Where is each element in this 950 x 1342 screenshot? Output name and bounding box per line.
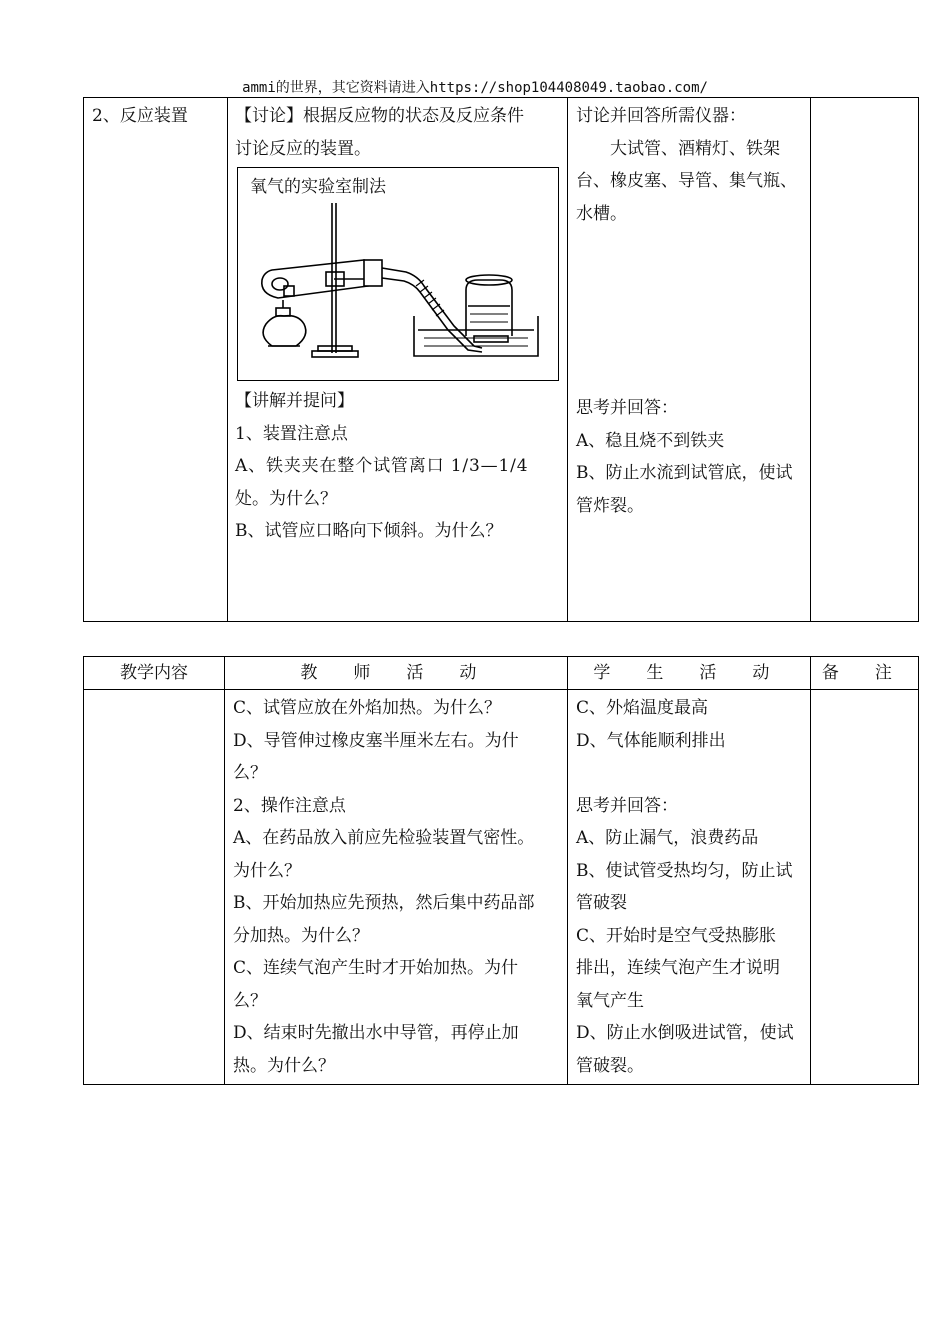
student-line: 思考并回答： [576,795,678,816]
student-activity-cell [568,98,811,622]
lesson-table-1 [83,97,919,622]
student-line: 思考并回答： [576,398,678,418]
teacher-line: A、在药品放入前应先检验装置气密性。 [233,828,535,848]
teacher-line: D、导管伸过橡皮塞半厘米左右。为什 [233,730,519,751]
student-line: C、开始时是空气受热膨胀 [576,925,777,946]
teacher-line: B、开始加热应先预热，然后集中药品部 [233,893,535,913]
student-line: 管炸裂。 [576,495,644,516]
page-header-watermark: ammi的世界，其它资料请进入https://shop104408049.taobao.com/ [242,80,708,96]
student-line: 讨论并回答所需仪器： [576,106,746,126]
diagram-title: 氧气的实验室制法 [250,177,386,197]
teacher-line: C、试管应放在外焰加热。为什么？ [233,698,502,718]
student-line: 管破裂 [576,893,627,913]
teacher-line: 么？ [233,763,267,783]
student-line: 大试管、酒精灯、铁架 [610,138,780,159]
student-line: A、稳且烧不到铁夹 [576,430,725,451]
header-teacher: 教 师 活 动 [225,657,568,690]
student-line: 排出，连续气泡产生才说明 [576,958,780,978]
teacher-line: 么？ [233,990,267,1011]
teacher-line: 【讲解并提问】 [235,391,354,411]
discussion-line-2: 讨论反应的装置。 [235,138,371,159]
student-line: D、气体能顺利排出 [576,730,726,751]
oxygen-apparatus-diagram [237,167,559,381]
lesson-table-2 [83,656,919,1085]
teacher-line: 热。为什么？ [233,1055,335,1076]
teacher-line: 分加热。为什么？ [233,925,369,946]
teacher-activity-cell [228,98,568,622]
student-line: 水槽。 [576,203,627,224]
teacher-activity-cell [225,690,568,1085]
notes-cell [811,98,919,622]
content-cell [84,690,225,1085]
student-line: A、防止漏气，浪费药品 [576,828,759,848]
student-line: B、使试管受热均匀，防止试 [576,860,793,881]
teacher-line: 为什么？ [233,860,301,881]
teacher-line: B、试管应口略向下倾斜。为什么？ [235,521,503,541]
student-line: 台、橡皮塞、导管、集气瓶、 [576,171,797,191]
header-notes: 备 注 [811,657,919,690]
discussion-line-1: 【讨论】根据反应物的状态及反应条件 [235,106,524,126]
header-student: 学 生 活 动 [568,657,811,690]
student-line: 管破裂。 [576,1055,644,1076]
spacer [576,230,804,392]
section-title: 2、反应装置 [92,106,188,126]
teacher-line: D、结束时先撤出水中导管，再停止加 [233,1023,519,1043]
teacher-line: 2、操作注意点 [233,795,346,816]
student-line [576,757,804,790]
student-line: 氧气产生 [576,990,644,1011]
teacher-line: 1、装置注意点 [235,423,348,444]
teacher-line: A、铁夹夹在整个试管离口 1/3—1/4 [235,456,529,476]
student-activity-cell [568,690,811,1085]
student-line: D、防止水倒吸进试管，使试 [576,1023,794,1043]
student-line: C、外焰温度最高 [576,698,709,718]
header-content: 教学内容 [84,657,225,690]
student-line: B、防止水流到试管底，使试 [576,463,793,483]
teacher-line: C、连续气泡产生时才开始加热。为什 [233,958,519,978]
notes-cell [811,690,919,1085]
teacher-line: 处。为什么？ [235,488,337,509]
content-cell [84,98,228,622]
